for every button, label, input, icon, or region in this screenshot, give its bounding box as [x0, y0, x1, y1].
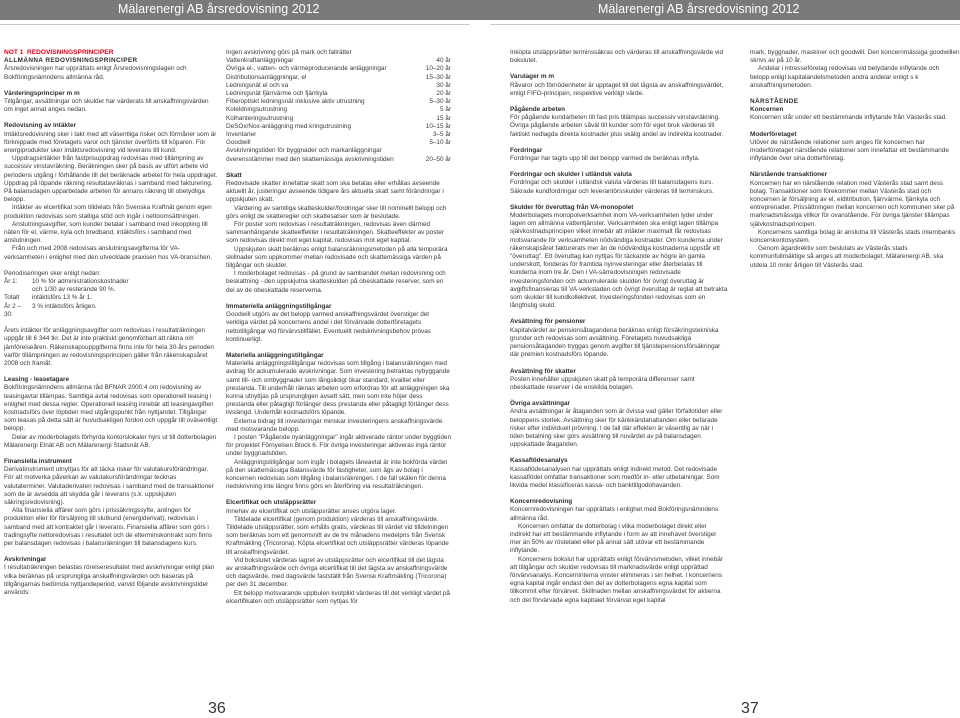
paragraph: Delar av moderbolagets förhyrda kontorslokaler hyrs ut till dotterbolagen Mälarenergi Elnät AB och Mälarenergi Stadsnät AB.	[4, 433, 217, 449]
paragraph: Tillgångar, avsättningar och skulder har värderats till anskaffningsvärden om inget annat anges nedan.	[4, 98, 209, 114]
table-row: Fiberoptiskt ledningsnät inklusive aktiv utrustning 5–30 år	[226, 98, 451, 106]
table-row: Vattenkraftanläggningar 40 år	[226, 57, 451, 65]
paragraph: Fordringar och skulder i utländsk valuta värderas till balansdagens kurs. Säkrade kundfordringar och leverantörsskulder värderas till terminskurs.	[510, 179, 714, 195]
paragraph: Från och med 2008 redovisas anslutningsavgifterna för VA-verksamheten i enlighet med den utvecklade praxisen hos VA-branschen.	[4, 245, 213, 261]
subheading: Varulager m m	[510, 73, 555, 81]
paragraph: Värdering av samtliga skatteskulder/fordringar sker till nominellt belopp och görs enligt de skatteregler och skattesatser som är beslutade.	[226, 204, 447, 220]
subheading: Fordringar och skulder i utländsk valuta	[510, 171, 632, 179]
paragraph: För pågående kundarbeten till fast pris tillämpas successiv vinstavräkning. Övriga pågående arbeten såväl till kunder som för eget bruk värderas till faktiskt nedlagda direkta kostnader plus skälig andel av indirekta kostnader.	[510, 114, 724, 138]
paragraph: Redovisade skatter innefattar skatt som ska betalas eller erhållas avseende aktuellt år, justeringar avseende tidigare års aktuella skatt samt förändringar i uppskjuten skatt.	[226, 180, 444, 204]
table-row: Goodwill 5–10 år	[226, 139, 451, 147]
subheading: Fordringar	[510, 146, 543, 154]
subheading: Koncernredovisning	[510, 498, 573, 506]
table-row: Övriga el-, vatten- och värmeproducerande anläggningar 10–20 år	[226, 65, 451, 73]
paragraph: Koncernens bokslut har upprättats enligt förvärvsmetoden, vilket innebär att tillgångar och skulder redovisas till marknadsvärde enligt upprättad förvärvsanalys. Koncerninterna vinster elimineras i sin helhet. I koncernens egna kapital ingår endast den del av dotterbolagens egna kapital som tillkommit efter förvärvet. Skillnaden mellan anskaffningsvärdet för aktierna och det förvärvade egna kapitalet förvärvat eget kapital	[510, 555, 723, 604]
paragraph: Bokföringsnämndens allmänna råd BFNAR 2000:4 om redovisning av leasingavtal tillämpas. Samtliga avtal redovisas som operationell leasing i enlighet med dessa regler. Operationell leasing innebär att leasingavgiften kostnadsförs över löptiden med utgångspunkt från nyttjandet. Tillgångar som leasas på detta sätt är huvudsakligen fordon och uppgår till oväsentligt belopp.	[4, 384, 218, 433]
paragraph: Externa bidrag till investeringar minskar investeringens anskaffningsvärde med motsvarande belopp.	[226, 417, 443, 433]
paragraph: Posten innehåller uppskjuten skatt på temporära differenser samt obeskattade reserver i de enskilda bolagen.	[510, 375, 695, 391]
table-row: Ledningsnät el och va 30 år	[226, 81, 451, 89]
subheading: Koncernen	[750, 106, 784, 114]
page-number-left: 36	[208, 700, 226, 717]
subheading: Moderföretaget	[750, 130, 797, 138]
subheading: Närstående transaktioner	[750, 171, 828, 179]
paragraph: Råvaror och förnödenheter är upptaget till det lägsta av anskaffningsvärdet, enligt FIFO-principen, respektive verkligt värde.	[510, 81, 724, 97]
paragraph: Uppskjuten skatt beräknas enligt balansräkningsmetoden på alla temporära skillnader som uppkommer mellan redovisade och skattemässiga värden på tillgångar och skulder.	[226, 245, 448, 270]
paragraph: Andelar i intresseföretag redovisas vid betydande inflytande och belopp enligt kapitalandelsmetoden andra andelar enligt s k anskaffningsmetoden.	[750, 65, 940, 89]
paragraph: Utöver de närstående relationer som anges för koncernen har moderföretaget närstående relationer som innefattar ett bestämmande inflytande över sina dotterföretag.	[750, 138, 949, 163]
subheading: Finansiella instrument	[4, 457, 72, 465]
paragraph: Koncernredovisningen har upprättats i enlighet med Bokföringsnämndens allmänna råd.	[510, 506, 719, 522]
subheading: Kassaflödesanalys	[510, 457, 568, 465]
table-row: Koleldningsutrustning 5 år	[226, 106, 451, 114]
paragraph: Ett belopp motsvarande uppbulen kvotplikt värderas till det verkligt värdet på elcertifikaten och utsläppsrätter som nyttjas för	[226, 589, 450, 605]
paragraph: Intäkter av elcertifikat som tilldelats från Svenska Kraftnät genom egen produktion redovisas som statliga stöd och ingår i nettoomsättningen.	[4, 204, 212, 220]
column-1	[4, 49, 219, 597]
subheading: Avsättning för pensioner	[510, 318, 586, 326]
paragraph: Koncernen omfattar de dotterbolag i vilka moderbolaget direkt eller indirekt har ett bestämmande inflytande i form av att innehavet överstiger mer än 50% av röstetalet eller på annat sätt utövar ett bestämmande inflytande.	[510, 522, 717, 555]
paragraph: Derivatinstrument utnyttjas för att täcka risker för valutakursförändringar. För att motverka påverkan av valutakursförändringar tecknas valutaterminer. Valutaderivaten redovisas i samband med de transaktioner som de är avsedda att skydda går i leverans (s.k. uppskjuten säkringsredovisning).	[4, 466, 214, 506]
subheading: Immateriella anläggningstillgångar	[226, 302, 332, 310]
paragraph: Koncernens samtliga bolag är anslutna till Västerås stads internbanks koncernkontosystem.	[750, 228, 956, 245]
header-rule-left	[0, 24, 470, 25]
subheading: Elcertifikat och utsläppsrätter	[226, 499, 317, 507]
paragraph: Genom ägardirektiv som beslutats av Västerås stads kommunfullmäktige så anges att moderbolaget, Mälarenergi AB, ska utdela 10 mnkr årligen till Västerås stad.	[750, 245, 944, 269]
right-page-title: Mälarenergi AB årsredovisning 2012	[598, 2, 800, 16]
table-row: DeSOx/Nox-anläggning med kringutrustning 10–15 år	[226, 122, 451, 130]
paragraph: Fordringar har tagits upp till det belopp varmed de beräknas inflyta.	[510, 155, 700, 163]
paragraph: Vid bokslutet värderas lagret av utsläppsrätter och elcertifikat till det lägsta av anskaffningsvärde och övriga elcertifikat till det lägsta av anskaffningsvärde och dagsvärde, med dagsvärde fastställt från Svensk Kraftmäkling (Tricorona) per den 31 december.	[226, 556, 448, 589]
column-2	[226, 49, 451, 606]
subheading: Övriga avsättningar	[510, 400, 571, 408]
subheading: Pågående arbeten	[510, 106, 566, 114]
subheading: Avskrivningar	[4, 556, 47, 564]
subheading: Leasing - leasetagare	[4, 376, 70, 384]
paragraph: Uppdragsintäkter från fastprisuppdrag redovisas med tillämpning av successiv vinstavräkning. Beräkningen sker på basis av utfört arbete vid periodens utgång i förhållande till det beräknade arbetet för hela uppdraget. Uppdrag på löpande räkning resultatavräknas i samband med fakturering. På balansdagen upparbetade arbeten för annans räkning till obetydliga belopp.	[4, 155, 218, 204]
column-4	[750, 49, 960, 270]
subheading: Värderingsprinciper m m	[4, 89, 80, 97]
paragraph: Årsredovisningen har upprättats enligt Årsredovisningslagen och Bokföringsnämndens allmänna råd.	[4, 65, 187, 81]
paragraph: Kapitalvärdet av pensionsåtagandena beräknas enligt försäkringstekniska grunder och redovisas som avsättning. Företagets huvudsakliga pensionsåtaganden tryggas genom avgifter till tjänstepensionsförsäkringar där premien kostnadsförs löpande.	[510, 326, 721, 359]
paragraph: mark, byggnader, maskiner och goodwill. Den koncernmässiga goodwillen skrivs av på 10 år.	[750, 49, 960, 65]
paragraph: Årets intäkter för anläggningsavgifter som redovisas i resultaträkningen uppgår till 6 344 tkr. Det är inte praktiskt genomförbart att räkna om jämförelseåren. Räkenskapsuppgifterna finns inte för hela 30-års perioden varför tillämpningen av redovisningsprincipen gäller från räkenskapsåret 2008 och framåt.	[4, 327, 214, 367]
paragraph: Intäktsredovisning sker i takt med att väsentliga risker och förmåner som är förknippade med företagets varor och tjänster överförts till köparen. För energiprodukter sker intäktsredovisning vid leverans till kund.	[4, 130, 217, 155]
paragraph: I posten "Pågående nyanläggningar" ingår aktiverade räntor under byggtiden för projektet Förnyelsen Block 6. För övriga investeringar aktiveras inga räntor under byggnadstiden.	[226, 433, 451, 458]
paragraph: Tilldelade elcertifikat (genom produktion) värderas till anskaffningsvärde. Tilldelade utsläppsrätter, som erhålls gratis, värderas till värdet vid tilldelningen som beräknas som ett genomsnitt av de tre månadens medelpris från Svensk Kraftmäkling (Tricorona). Köpta elcertifikat och utsläppsrätter värderas löpande till anskaffningsvärdet.	[226, 515, 449, 556]
column-3	[510, 49, 728, 605]
period-row: År 1: 10 % för administrationskostnader	[4, 278, 129, 286]
subheading: Materiella anläggningstillgångar	[226, 351, 324, 359]
page-number-right: 37	[741, 700, 759, 717]
paragraph: Moderbolagets monopolverksamhet inom VA-verksamheten lyder under lagen om allmänna vattentjänster. Verksamheten ska enligt lagen tillämpa självkostnadsprincipen vilket innebär att intäkter maximalt får redovisas motsvarande för verksamheten nödvändiga kostnader. Om kunderna under räkenskapsåret fakturerats mer än de nödvändiga kostnaderna uppstår ett "överuttag". Ett överuttag kan nyttjas för täckande av högre än gamla underskott, fonderas för framtida nyinvesteringar eller återbetalas till kunderna inom tre år. Den i VA-särredovisningen redovisade investeringsfonden och ackumulerade skulden för övrigt överuttag är avgiftsfinansieras till VA-verkstaden och övrigt överuttag är reglat att betrakta som skulder till kundkollektivet. Investeringsfonden redovisas som en långfristig skuld.	[510, 212, 728, 310]
paragraph: Andra avsättningar är åtaganden som är övissa vad gäller förfallotiden eller beloppens storlek. Avsättning sker för känkkändahaltanden eller befarade risker efter individuell prövning. I de fall där effekten är väsentlig av när i tiden betalning sker görs avsättning till nuvärdet av på balansdagen uppskattade åtaganden.	[510, 408, 723, 449]
paragraph: Koncernen har en närstående relation med Västerås stad samt dess bolag. Transaktioner som förekommer mellan Västerås stad och koncernen är försäljning av el, elditribution, fjärrvärme, fjärrkyla och entreprenader. Prissättningen mellan koncernen och kommunen sker på marknadsmässiga villkor för ovanstående. För övriga tjänster tillämpas självkostnadsprincipen.	[750, 179, 955, 228]
paragraph: I resultaträkningen belastas rörelseresultatet med avskrivningar enligt plan vilka beräknas på ursprungliga anskaffningsvärden och baseras på tillgångarnas bedömda nyttjandeperiod, varvid följande avskrivningstider används:	[4, 564, 215, 596]
paragraph: Goodwill utgörs av det belopp varmed anskaffningsvärdet överstiger det verkliga värdet på koncernens andel i det förvärvade dotterföretagets nettotillgångar vid förvärvstillfället. Eventuellt nedskrivningsbehov prövas kontinuerligt.	[226, 311, 431, 343]
subheading: Skulder för överuttag från VA-monopolet	[510, 203, 634, 211]
paragraph: Kassaflödesanalysen har upprättats enligt indirekt metod. Det redovisade kassaflödet omfattar transaktioner som medför in- eller utbetalningar. Som likvida medel klassificeras kassa- och banktillgodohavanden.	[510, 465, 720, 489]
period-row: Totalt intäktsförs 13 % år 1.	[4, 294, 93, 302]
section-heading: NÄRSTÅENDE	[750, 98, 799, 106]
page-header	[0, 0, 960, 20]
paragraph: För poster som redovisas i resultaträkningen, redovisas även därmed sammanhängande skatteeffekter i resultaträkningen. Skatteeffekter av poster som redovisas direkt mot eget kapital, redovisas mot eget kapital.	[226, 221, 444, 245]
subheading: Redovisning av intäkter	[4, 122, 77, 130]
paragraph: Anläggningstillgångar som ingår i bolagets låneavtal är inte bokförda värdet på den skattemässiga Balansvärde för fastigheter, som ägs av bolag i koncernen redovisas som tillgång i balansräkningen. I de fall skälen för denna nedskrivning inte längre finns görs en återföring via resultaträkningen.	[226, 458, 448, 491]
paragraph: Anslutningsavgifter, som kunder betalar i samband med inkoppling till näten för el, värme, kyla och bredband, intäktsförs i samband med anslutningen.	[4, 220, 208, 245]
table-row: Distributionsanläggningar, el 15–30 år	[226, 73, 451, 81]
paragraph: Koncernen står under ett bestämmande inflytande från Västerås stad.	[750, 114, 948, 122]
paragraph: I moderbolaget redovisas - på grund av sambandet mellan redovisning och beskattning - den uppskjutna skatteskulden på obeskattade reserver, som en del av de obeskattade reserverna.	[226, 270, 446, 294]
table-row: Inventarier 3–5 år	[226, 131, 451, 139]
depreciation-table	[226, 57, 451, 164]
subheading: Skatt	[226, 171, 242, 179]
table-row: Ledningsnät fjärrvärme och fjärrkyla 20 år	[226, 90, 451, 98]
subheading: Avsättning för skatter	[510, 367, 576, 375]
paragraph: Materiella anläggningstillgångar redovisas som tillgång i balansräkningen med avdrag för ackumulerade avskrivningar. Som investering betraktas nybyggande samt till- och ombyggnader som långsiktigt ökar standard, kvalitet eller prestanda. Till underhåll räknas arbeten som erfordras för att anläggningen ska kunna utnyttjas på ursprungligen avsett sätt, men som inte höjer dess prestanda eller påtagligt förlänger dess prestanda eller påtagligt förlänger dess livslängd. Underhåll kostnadsförs löpande.	[226, 360, 450, 417]
paragraph: Ingen avskrivning görs på mark och fallrätter	[226, 49, 352, 56]
period-row: År 2 – 30: 3 % intäktsförs årligen.	[4, 302, 97, 318]
paragraph: Alla finansiella affärer som görs i prissäkringssyfte, antingen för produktion eller för försäljning till slutkund (energiderivat), redovisas i samband med att kontraktet går i leverans. Finansiella affärer som görs i tradingsyfte nettoredovisas i resultatet och de elterminskontrakt som finns per balansdagen redovisas i balansräkningen till balansdagens kurs.	[4, 507, 213, 547]
header-rule-right	[490, 24, 960, 25]
table-row: Avskrivningstiden för byggnader och markanläggningar överensstämmer med den skattemässiga avskrivningstiden 20–50 år	[226, 147, 451, 163]
note-title: REDOVISNINGSPRINCIPER	[26, 49, 114, 56]
period-list	[4, 278, 219, 319]
paragraph: Inköpta utsläppsrätter terminssäkras och värderas till anskaffningsvärde vid bokslutet.	[510, 49, 724, 65]
paragraph: Periodiseringen sker enligt nedan:	[4, 269, 101, 277]
paragraph: Innehav av elcertifikat och utsläppsrätter anses utgöra lager.	[226, 507, 397, 515]
left-page-title: Mälarenergi AB årsredovisning 2012	[118, 2, 320, 16]
note-label: NOT 1	[4, 49, 24, 56]
section-heading: ALLMÄNNA REDOVISNINGSPRINCIPER	[4, 57, 138, 65]
table-row: Kolhanteringsutrustning 15 år	[226, 114, 451, 122]
period-row: och 1/30 av resterande 90 %.	[32, 286, 116, 294]
